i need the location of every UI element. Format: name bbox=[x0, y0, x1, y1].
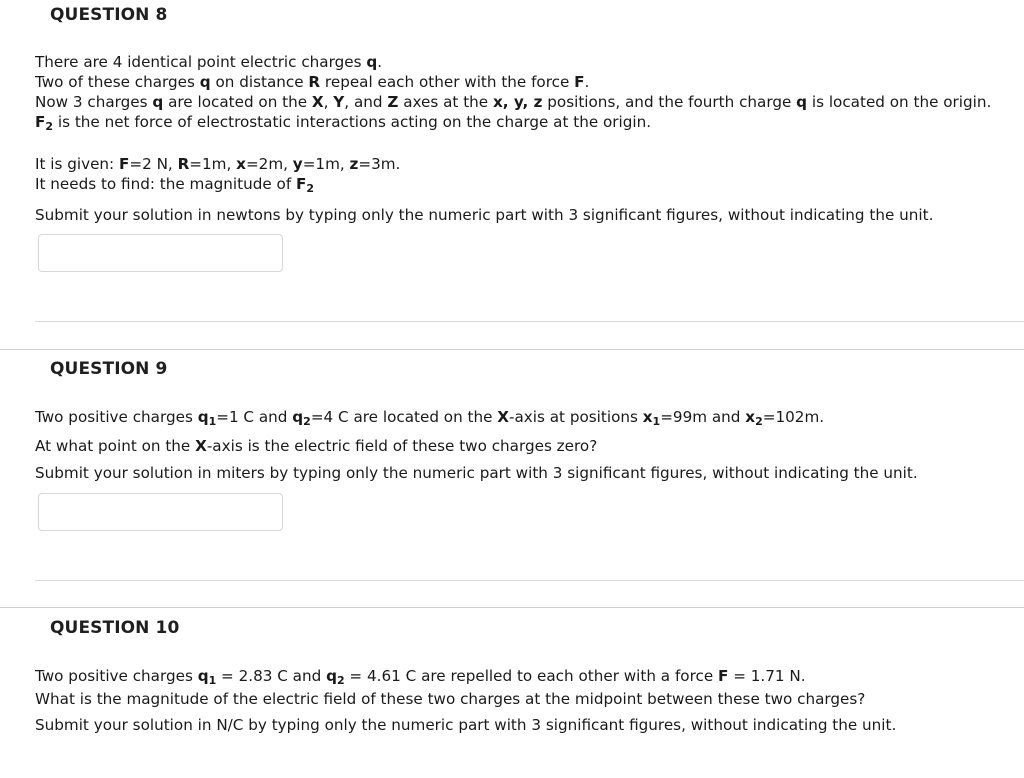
q8-given-line: It is given: F=2 N, R=1m, x=2m, y=1m, z=3m. bbox=[35, 155, 401, 173]
q9-answer-input[interactable] bbox=[38, 493, 283, 531]
q8-statement-line-3: Now 3 charges q are located on the X, Y, and Z axes at the x, y, z positions, and the fourth charge q is located on the origin. bbox=[35, 93, 992, 111]
q9-statement-line-1: Two positive charges $q_1=1$ C and $q_2=4$ C are located on the X-axis at positions $x_1=99m$ and $x_2=102m$. bbox=[35, 408, 825, 428]
q10-submit-instruction: Submit your solution in N/C by typing only the numeric part with 3 significant figures, without indicating the unit. bbox=[35, 716, 897, 734]
q8-statement-line-1: There are 4 identical point electric charges q. bbox=[35, 53, 383, 71]
question-9-header: QUESTION 9 bbox=[50, 359, 168, 379]
q10-statement-line-1: Two positive charges $q_1 = 2.83$ C and $q_2 = 4.61$ C are repelled to each other with a force F = 1.71 N. bbox=[35, 667, 806, 687]
q8-answer-input[interactable] bbox=[38, 234, 283, 272]
q9-statement-line-2: At what point on the X-axis is the electric field of these two charges zero? bbox=[35, 437, 598, 455]
q10-statement-line-2: What is the magnitude of the electric field of these two charges at the midpoint between these two charges? bbox=[35, 690, 866, 708]
question-8-header: QUESTION 8 bbox=[50, 5, 168, 25]
q8-statement-line-4: $F_2$ is the net force of electrostatic interactions acting on the charge at the origin. bbox=[35, 113, 652, 133]
q8-find-line: It needs to find: the magnitude of $F_2$ bbox=[35, 175, 315, 195]
question-10-header: QUESTION 10 bbox=[50, 618, 180, 638]
q8-statement-line-2: Two of these charges q on distance R repeal each other with the force F. bbox=[35, 73, 590, 91]
divider bbox=[0, 607, 1024, 608]
divider bbox=[35, 321, 1024, 322]
divider bbox=[35, 580, 1024, 581]
q8-submit-instruction: Submit your solution in newtons by typing only the numeric part with 3 significant figures, without indicating the unit. bbox=[35, 206, 934, 224]
q9-submit-instruction: Submit your solution in miters by typing only the numeric part with 3 significant figures, without indicating the unit. bbox=[35, 464, 918, 482]
divider bbox=[0, 349, 1024, 350]
